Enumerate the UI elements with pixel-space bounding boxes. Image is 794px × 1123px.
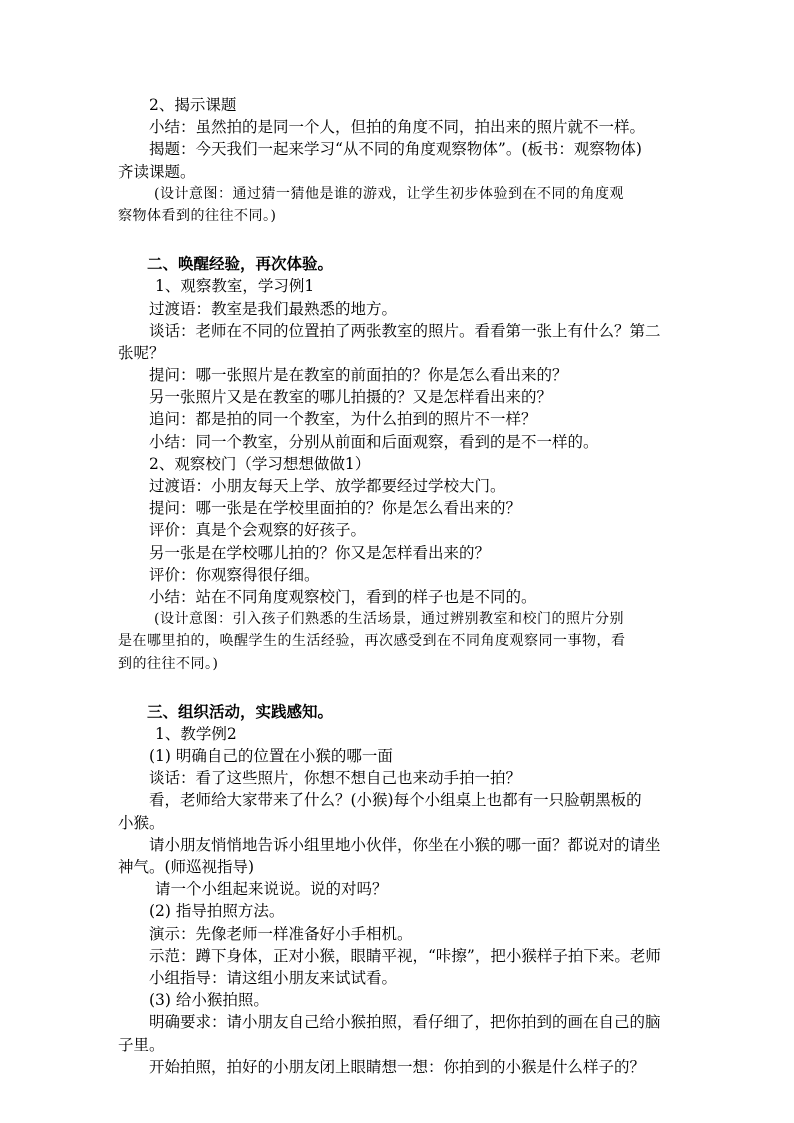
- paragraph-line: 另一张是在学校哪儿拍的？你又是怎样看出来的？: [149, 543, 491, 562]
- paragraph-line: 过渡语：教室是我们最熟悉的地方。: [149, 299, 398, 318]
- subsection-heading: 1、教学例2: [155, 724, 237, 743]
- paragraph-line: 小结：虽然拍的是同一个人，但拍的角度不同，拍出来的照片就不一样。: [149, 118, 646, 137]
- design-note-line: (设计意图：引入孩子们熟悉的生活场景，通过辨别教室和校门的照片分别: [154, 611, 624, 628]
- paragraph-line: 演示：先像老师一样准备好小手相机。: [149, 924, 413, 943]
- design-note-line: (设计意图：通过猜一猜他是谁的游戏，让学生初步体验到在不同的角度观: [154, 185, 624, 202]
- paragraph-line: 谈话：老师在不同的位置拍了两张教室的照片。看看第一张上有什么？第二: [149, 321, 661, 340]
- paragraph-line: 揭题：今天我们一起来学习“从不同的角度观察物体”。(板书：观察物体): [149, 140, 642, 159]
- paragraph-line: 追问：都是拍的同一个教室，为什么拍到的照片不一样？: [149, 410, 537, 429]
- paragraph-line: 提问：哪一张照片是在教室的前面拍的？你是怎么看出来的？: [149, 366, 568, 385]
- section-heading: 二、唤醒经验，再次体验。: [147, 254, 334, 274]
- section-heading: 三、组织活动，实践感知。: [147, 701, 334, 721]
- paragraph-line: 小猴。: [118, 813, 165, 832]
- paragraph-line: 子里。: [118, 1035, 165, 1054]
- paragraph-line: 评价：真是个会观察的好孩子。: [149, 521, 367, 540]
- paragraph-line: 开始拍照，拍好的小朋友闭上眼睛想一想：你拍到的小猴是什么样子的？: [149, 1057, 646, 1076]
- paragraph-line: 评价：你观察得很仔细。: [149, 565, 320, 584]
- design-note-line: 察物体看到的往往不同。): [118, 207, 277, 224]
- paragraph-line: 明确要求：请小朋友自己给小猴拍照，看仔细了，把你拍到的画在自己的脑: [149, 1013, 661, 1032]
- paragraph-line: 齐读课题。: [118, 162, 196, 181]
- paragraph-line: 示范：蹲下身体，正对小猴，眼睛平视，“咔擦”，把小猴样子拍下来。老师: [149, 946, 661, 965]
- spacer: [118, 227, 678, 253]
- paragraph-line: 看，老师给大家带来了什么？(小猴)每个小组桌上也都有一只脸朝黑板的: [149, 791, 642, 810]
- subsection-heading: (2) 指导拍照方法。: [149, 902, 285, 921]
- design-note-line: 是在哪里拍的，唤醒学生的生活经验，再次感受到在不同角度观察同一事物，看: [118, 633, 626, 650]
- paragraph-line: 小结：站在不同角度观察校门，看到的样子也是不同的。: [149, 587, 537, 606]
- design-note-line: 到的往往不同。): [118, 655, 219, 672]
- paragraph-line: 过渡语：小朋友每天上学、放学都要经过学校大门。: [149, 477, 506, 495]
- paragraph-line: 神气。(师巡视指导): [118, 858, 255, 876]
- subsection-heading: 2、揭示课题: [149, 96, 237, 114]
- paragraph-line: 谈话：看了这些照片，你想不想自己也来动手拍一拍？: [149, 769, 522, 788]
- subsection-heading: (1) 明确自己的位置在小猴的哪一面: [149, 747, 393, 766]
- paragraph-line: 小结：同一个教室，分别从前面和后面观察，看到的是不一样的。: [149, 432, 599, 451]
- paragraph-line: 请小朋友悄悄地告诉小组里地小伙伴，你坐在小猴的哪一面？都说对的请坐: [149, 835, 661, 854]
- subsection-heading: 1、观察教室，学习例1: [155, 277, 315, 296]
- paragraph-line: 请一个小组起来说说。说的对吗？: [155, 880, 388, 899]
- paragraph-line: 另一张照片又是在教室的哪儿拍摄的？又是怎样看出来的？: [149, 388, 553, 407]
- paragraph-line: 小组指导：请这组小朋友来试试看。: [149, 968, 398, 987]
- document-body: [118, 94, 678, 1078]
- spacer: [118, 675, 678, 701]
- subsection-heading: 2、观察校门（学习想想做做1）: [149, 454, 371, 473]
- paragraph-line: 张呢？: [118, 343, 165, 362]
- paragraph-line: 提问：哪一张是在学校里面拍的？你是怎么看出来的？: [149, 499, 522, 518]
- subsection-heading: (3) 给小猴拍照。: [149, 991, 269, 1010]
